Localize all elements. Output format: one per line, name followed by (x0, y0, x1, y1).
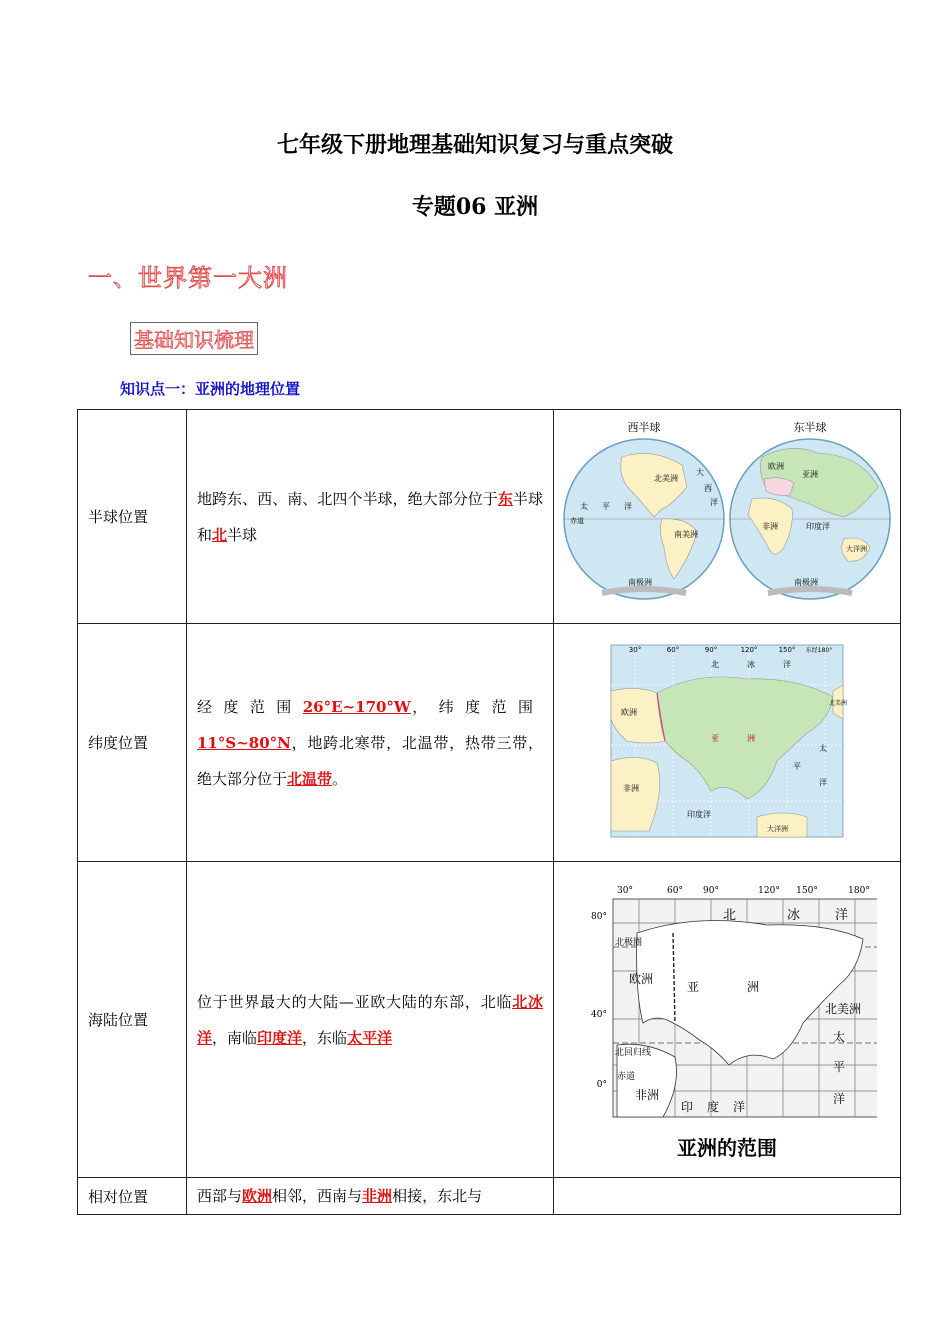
row-label: 海陆位置 (78, 862, 187, 1178)
svg-text:大洋洲: 大洋洲 (846, 544, 867, 553)
svg-text:平: 平 (793, 761, 801, 771)
svg-text:北美洲: 北美洲 (654, 473, 678, 483)
svg-text:亚: 亚 (711, 733, 719, 743)
svg-text:非洲: 非洲 (623, 783, 639, 793)
svg-text:80°: 80° (591, 911, 607, 922)
svg-text:150°: 150° (778, 645, 796, 654)
svg-text:120°: 120° (740, 645, 758, 654)
svg-text:30°: 30° (617, 885, 633, 896)
hemisphere-map (562, 417, 892, 613)
svg-text:60°: 60° (667, 885, 683, 896)
svg-text:0°: 0° (596, 1079, 607, 1090)
row-content: 经度范围26°E~170°W，纬度范围11°S~80°N，地跨北寒带，北温带，热带三带，绝大部分位于北温带。 (187, 624, 554, 862)
svg-text:度: 度 (707, 1099, 720, 1114)
svg-text:东半球: 东半球 (793, 420, 827, 434)
svg-text:60°: 60° (666, 645, 680, 654)
boxed-heading: 基础知识梳理 (130, 322, 258, 355)
svg-text:亚洲: 亚洲 (802, 469, 818, 479)
svg-text:亚洲的范围: 亚洲的范围 (677, 1135, 777, 1160)
svg-text:太: 太 (819, 743, 827, 753)
svg-text:冰: 冰 (747, 659, 755, 669)
svg-text:东经180°: 东经180° (805, 646, 833, 654)
doc-subtitle: 专题06 亚洲 (411, 194, 539, 220)
asia-latitude-map (607, 641, 847, 841)
svg-text:90°: 90° (703, 885, 719, 896)
svg-text:西半球: 西半球 (627, 420, 661, 434)
svg-text:洋: 洋 (783, 659, 791, 669)
svg-text:150°: 150° (796, 885, 818, 896)
svg-text:印度洋: 印度洋 (687, 809, 711, 819)
svg-text:北: 北 (723, 907, 737, 923)
svg-text:赤道: 赤道 (617, 1071, 636, 1082)
row-label: 纬度位置 (78, 624, 187, 862)
row-content: 位于世界最大的大陆—亚欧大陆的东部，北临北冰洋，南临印度洋，东临太平洋 (187, 862, 554, 1178)
svg-text:太: 太 (580, 501, 588, 511)
asia-range-map-cell (554, 862, 901, 1178)
svg-text:洋: 洋 (733, 1099, 746, 1114)
svg-text:西: 西 (704, 483, 712, 493)
svg-text:平: 平 (602, 501, 610, 511)
svg-text:赤道: 赤道 (570, 516, 584, 525)
section-heading: 一、世界第一大洲 (88, 264, 288, 292)
row-label: 相对位置 (78, 1178, 187, 1215)
row-label: 半球位置 (78, 410, 187, 624)
hemisphere-map-cell (554, 410, 901, 624)
svg-text:大: 大 (696, 467, 704, 477)
svg-text:北极圈: 北极圈 (615, 937, 643, 948)
svg-text:欧洲: 欧洲 (629, 971, 654, 986)
svg-text:南极洲: 南极洲 (794, 577, 818, 587)
svg-text:北: 北 (711, 659, 719, 669)
asia-latitude-map-cell (554, 624, 901, 862)
svg-text:洋: 洋 (835, 907, 849, 923)
svg-text:北美洲: 北美洲 (825, 1001, 862, 1016)
svg-text:欧洲: 欧洲 (621, 707, 637, 717)
svg-text:洋: 洋 (710, 497, 718, 507)
svg-text:30°: 30° (628, 645, 642, 654)
svg-text:南极洲: 南极洲 (628, 577, 652, 587)
svg-text:洋: 洋 (624, 501, 632, 511)
svg-text:南美洲: 南美洲 (674, 529, 698, 539)
svg-text:120°: 120° (758, 885, 780, 896)
svg-text:太: 太 (833, 1029, 846, 1044)
svg-text:洋: 洋 (819, 777, 827, 787)
svg-text:北回归线: 北回归线 (615, 1047, 652, 1058)
knowledge-point-heading: 知识点一：亚洲的地理位置 (120, 380, 301, 398)
svg-text:印度洋: 印度洋 (806, 521, 830, 531)
svg-text:大洋洲: 大洋洲 (767, 824, 788, 833)
svg-text:冰: 冰 (787, 907, 801, 923)
svg-text:亚: 亚 (687, 979, 700, 994)
svg-text:洲: 洲 (747, 733, 755, 743)
table-row (78, 410, 901, 624)
asia-range-map (577, 873, 877, 1163)
svg-text:欧洲: 欧洲 (768, 461, 784, 471)
table-row (78, 862, 901, 1178)
svg-text:北美洲: 北美洲 (829, 699, 847, 707)
svg-text:40°: 40° (591, 1009, 607, 1020)
table-row (78, 1178, 901, 1215)
row-content: 西部与欧洲相邻，西南与非洲相接，东北与 (187, 1178, 554, 1215)
svg-text:印: 印 (681, 1099, 694, 1114)
svg-text:平: 平 (833, 1059, 846, 1074)
table-row (78, 624, 901, 862)
empty-cell (554, 1178, 901, 1215)
svg-text:90°: 90° (704, 645, 718, 654)
svg-text:180°: 180° (848, 885, 870, 896)
svg-text:非洲: 非洲 (635, 1087, 660, 1102)
svg-text:洋: 洋 (833, 1091, 846, 1106)
row-content: 地跨东、西、南、北四个半球，绝大部分位于东半球和北半球 (187, 410, 554, 624)
location-table (77, 409, 901, 1215)
svg-text:非洲: 非洲 (762, 521, 778, 531)
doc-title: 七年级下册地理基础知识复习与重点突破 (276, 132, 673, 158)
svg-text:洲: 洲 (747, 979, 760, 994)
